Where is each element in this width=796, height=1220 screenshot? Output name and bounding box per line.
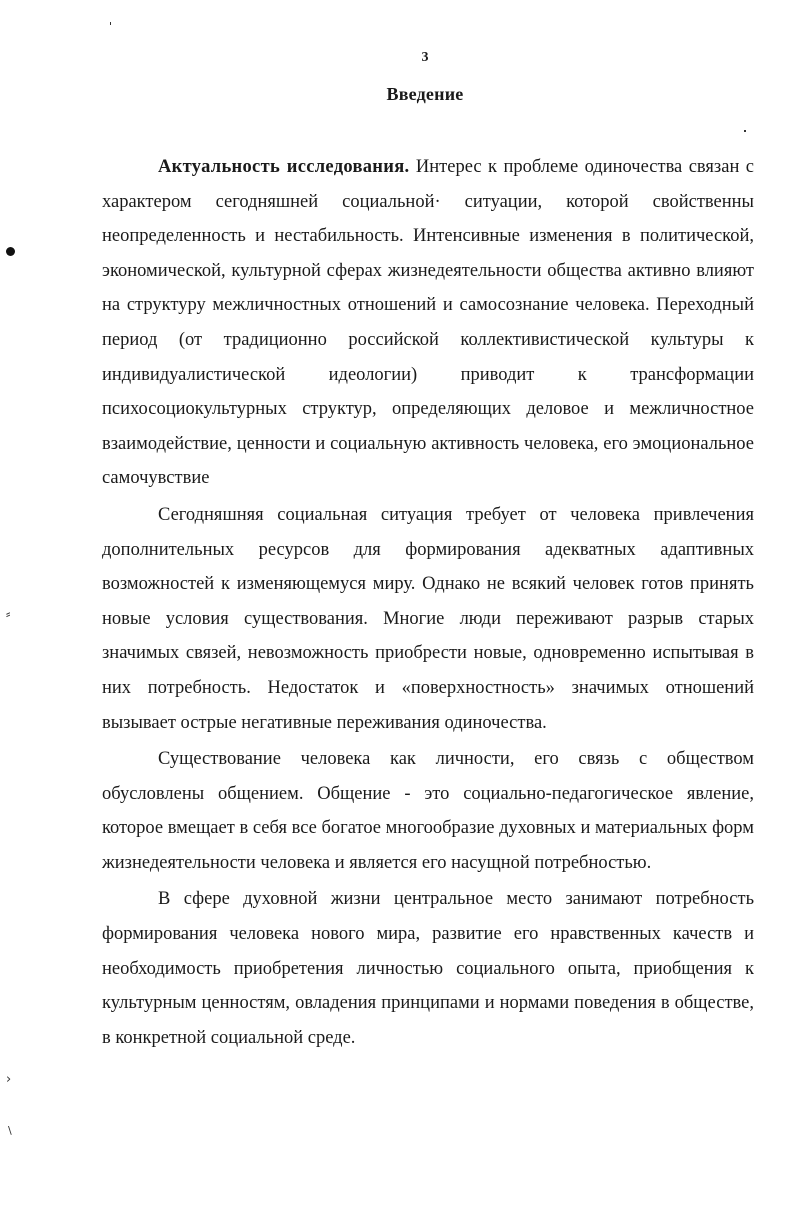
paragraph-2: Сегодняшняя социальная ситуация требует от человека привлечения дополнительных ресурсов для формирования адекватных адаптивных возможностей к изменяющемуся миру. Однако не всякий человек готов принять новые условия существования. Многие люди переживают разрыв старых значимых связей, невозможность приобрести новые, одновременно испытывая в них потребность. Недостаток и «поверхностность» значимых отношений вызывает острые негативные переживания одиночества.: [102, 504, 754, 733]
scan-dot-artifact: [6, 247, 15, 256]
scan-speck-artifact: [110, 22, 111, 25]
scan-mark-artifact: ›: [6, 1072, 12, 1087]
body-text: [102, 150, 754, 1057]
paragraph-text: Интерес к проблеме одиночества связан с характером сегодняшней социальной· ситуации, которой свойственны неопределенность и нестабильность. Интенсивные изменения в политической, экономической, культурной сферах жизнедеятельности общества активно влияют на структуру межличностных отношений и самосознание человека. Переходный период (от традиционно российской коллективистической культуры к индивидуалистической идеологии) приводит к трансформации психосоциокультурных структур, определяющих деловое и межличностное взаимодействие, ценности и социальную активность человека, его эмоциональное самочувствие: [102, 157, 754, 489]
paragraph-4: В сфере духовной жизни центральное место занимают потребность формирования человека нового мира, развитие его нравственных качеств и необходимость приобретения личностью социального опыта, приобщения к культурным ценностям, овладения принципами и нормами поведения в обществе, в конкретной социальной среде.: [102, 889, 754, 1048]
paragraph-lead: Актуальность исследования.: [158, 157, 410, 177]
scan-mark-artifact: \: [8, 1124, 12, 1137]
paragraph-3: Существование человека как личности, его связь с обществом обусловлены общением. Общение - это социально-педагогическое явление, которое вмещает в себя все богатое многообразие духовных и материальных форм жизнедеятельности человека и является его насущной потребностью.: [102, 749, 754, 873]
scan-speck-artifact: [744, 130, 746, 132]
page-title: Введение: [386, 84, 464, 104]
page-number: 3: [421, 50, 429, 65]
paragraph-1: [102, 150, 754, 496]
scan-mark-artifact: ⸗: [6, 607, 11, 622]
